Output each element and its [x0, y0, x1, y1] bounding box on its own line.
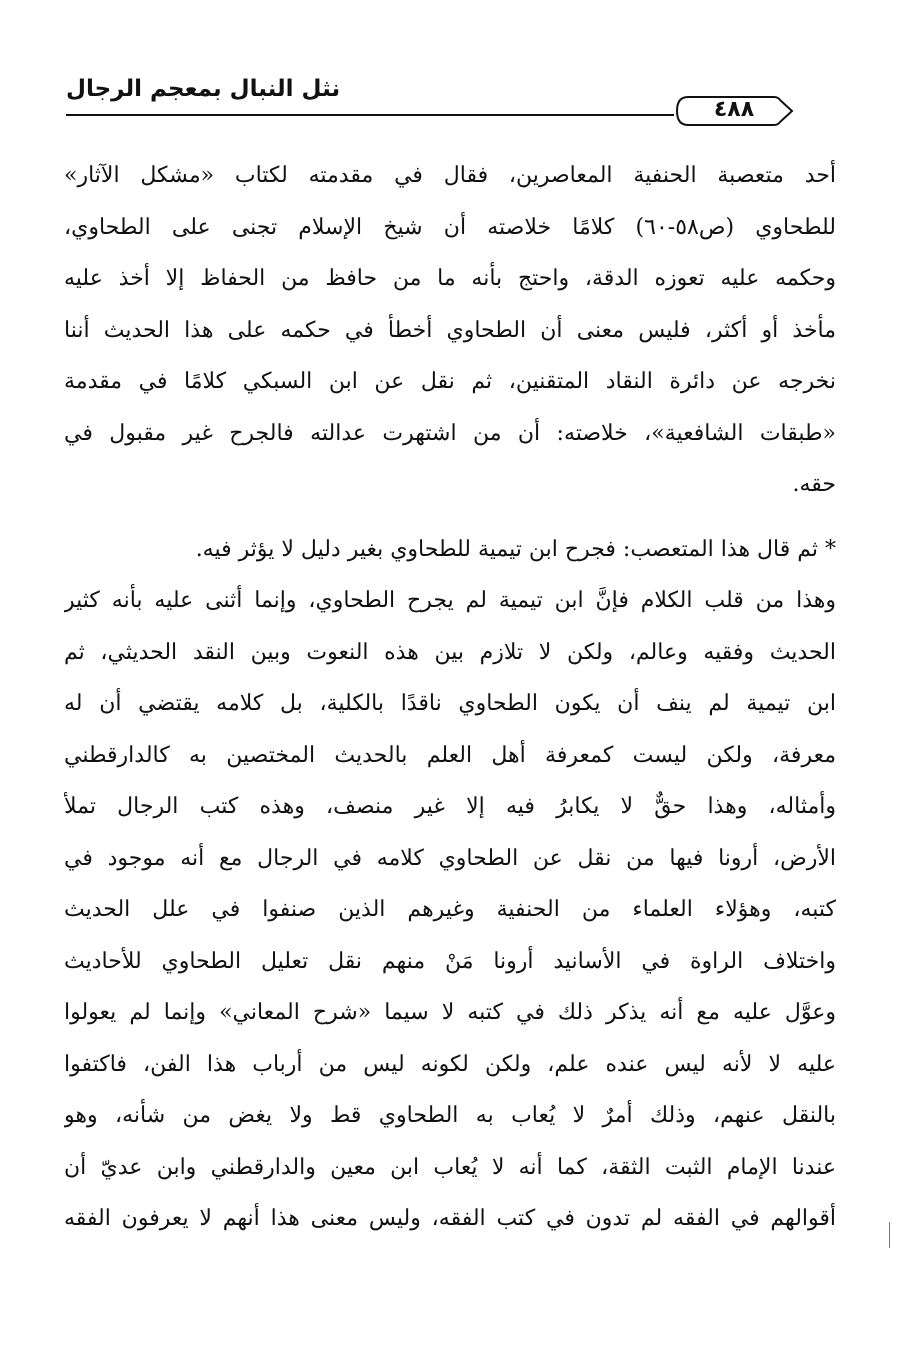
text-line: عليه لا لأنه ليس عنده علم، ولكن لكونه ليس من أرباب هذا الفن، فاكتفوا [64, 1051, 836, 1077]
text-line: أقوالهم في الفقه لم تدون في كتب الفقه، وليس معنى هذا أنهم لا يعرفون الفقه [64, 1206, 836, 1231]
text-line: عندنا الإمام الثبت الثقة، كما أنه لا يُعاب ابن معين والدارقطني وابن عديّ أن [64, 1154, 836, 1180]
text-line: حقه. [792, 472, 836, 497]
text-line: وعوَّل عليه مع أنه يذكر ذلك في كتبه لا سيما «شرح المعاني» وإنما لم يعولوا [64, 1000, 836, 1025]
margin-mark [889, 1222, 890, 1248]
text-line: بالنقل عنهم، وذلك أمرٌ لا يُعاب به الطحاوي قط ولا يغض من شأنه، وهو [64, 1103, 836, 1128]
page-number-badge [674, 94, 794, 128]
text-line: وحكمه عليه تعوزه الدقة، واحتج بأنه ما من حافظ من الحفاظ إلا أخذ عليه [64, 266, 836, 291]
text-line: كتبه، وهؤلاء العلماء من الحنفية وغيرهم الذين صنفوا في علل الحديث [64, 897, 836, 922]
text-line: الأرض، أرونا فيها من نقل عن الطحاوي كلامه في الرجال مع أنه موجود في [64, 845, 836, 871]
text-line: وأمثاله، وهذا حقٌّ لا يكابرُ فيه إلا غير منصف، وهذه كتب الرجال تملأ [64, 794, 836, 819]
text-line: ابن تيمية لم ينف أن يكون الطحاوي ناقدًا بالكلية، بل كلامه يقتضي أن له [64, 691, 836, 716]
text-line: الحديث وفقيه وعالم، ولكن لا تلازم بين هذه النعوت وبين النقد الحديثي، ثم [64, 639, 836, 665]
page-number: ٤٨٨ [713, 97, 755, 122]
paragraph-gap [64, 511, 836, 524]
text-line: * ثم قال هذا المتعصب: فجرح ابن تيمية للطحاوي بغير دليل لا يؤثر فيه. [195, 536, 836, 562]
page-body [64, 150, 836, 1245]
text-line: للطحاوي (ص٥٨-٦٠) كلامًا خلاصته أن شيخ الإسلام تجنى على الطحاوي، [64, 214, 836, 240]
header-rule [66, 114, 674, 116]
page-header [66, 68, 854, 128]
paragraph-2 [64, 524, 836, 1245]
text-line: «طبقات الشافعية»، خلاصته: أن من اشتهرت عدالته فالجرح غير مقبول في [64, 420, 836, 446]
text-line: واختلاف الراوة في الأسانيد أرونا مَنْ منهم نقل تعليل الطحاوي للأحاديث [64, 948, 836, 974]
paragraph-1 [64, 150, 836, 511]
text-line: وهذا من قلب الكلام فإنَّ ابن تيمية لم يجرح الطحاوي، وإنما أثنى عليه بأنه كثير [64, 588, 836, 613]
text-line: معرفة، ولكن ليست كمعرفة أهل العلم بالحديث المختصين به كالدارقطني [64, 742, 836, 768]
text-line: نخرجه عن دائرة النقاد المتقنين، ثم نقل عن ابن السبكي كلامًا في مقدمة [64, 369, 836, 394]
running-book-title: نثل النبال بمعجم الرجال [66, 76, 341, 102]
text-line: أحد متعصبة الحنفية المعاصرين، فقال في مقدمته لكتاب «مشكل الآثار» [64, 163, 836, 188]
text-line: مأخذ أو أكثر، فليس معنى أن الطحاوي أخطأ في حكمه على هذا الحديث أننا [64, 317, 836, 343]
